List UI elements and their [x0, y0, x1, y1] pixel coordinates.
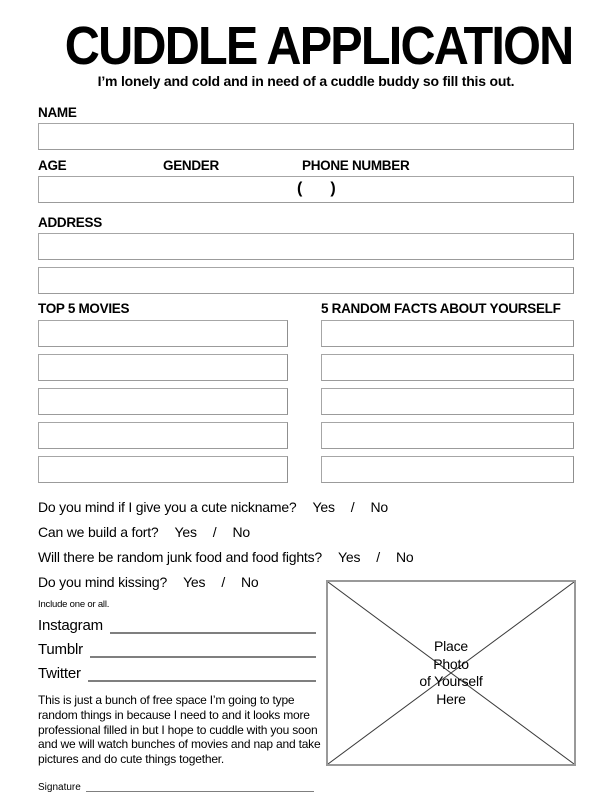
- movies-input-3[interactable]: [38, 388, 288, 415]
- name-label: NAME: [38, 105, 77, 120]
- question-junk-food-text: Will there be random junk food and food fights?: [38, 549, 322, 565]
- signature-input-line[interactable]: [86, 783, 314, 792]
- phone-area-code-parens: [297, 180, 336, 198]
- movies-column: [38, 302, 288, 490]
- phone-open-paren: (: [297, 180, 303, 197]
- bottom-section: [38, 574, 574, 792]
- signature-label: Signature: [38, 781, 81, 792]
- question-kissing-yes[interactable]: Yes: [183, 574, 206, 590]
- name-input[interactable]: [38, 123, 574, 150]
- twitter-input-line[interactable]: [88, 668, 316, 682]
- question-kissing-text: Do you mind kissing?: [38, 574, 168, 590]
- tumblr-row: [38, 639, 326, 658]
- facts-input-3[interactable]: [321, 388, 574, 415]
- tumblr-label: Tumblr: [38, 641, 83, 658]
- movies-input-5[interactable]: [38, 456, 288, 483]
- photo-text-line-2: Photo: [433, 655, 469, 672]
- phone-close-paren: ): [330, 180, 336, 197]
- question-kissing-slash: /: [221, 574, 226, 590]
- photo-text-line-4: Here: [436, 690, 466, 707]
- facts-input-2[interactable]: [321, 354, 574, 381]
- facts-input-1[interactable]: [321, 320, 574, 347]
- facts-input-5[interactable]: [321, 456, 574, 483]
- age-gender-phone-input[interactable]: [38, 176, 574, 203]
- age-label: AGE: [38, 158, 67, 173]
- facts-label: 5 RANDOM FACTS ABOUT YOURSELF: [321, 301, 561, 316]
- instagram-row: [38, 615, 326, 634]
- twitter-row: [38, 663, 326, 682]
- form-subtitle: I’m lonely and cold and in need of a cuddle buddy so fill this out.: [97, 73, 515, 89]
- phone-label: PHONE NUMBER: [302, 158, 410, 173]
- question-nickname-text: Do you mind if I give you a cute nickname?: [38, 499, 297, 515]
- question-nickname: [38, 499, 574, 515]
- gender-label: GENDER: [163, 158, 219, 173]
- question-nickname-no[interactable]: No: [370, 499, 388, 515]
- photo-text-line-1: Place: [433, 638, 469, 654]
- instagram-input-line[interactable]: [110, 620, 316, 634]
- photo-placeholder-text: [328, 582, 574, 764]
- twitter-label: Twitter: [38, 665, 81, 682]
- movies-facts-section: [38, 302, 574, 490]
- age-gender-phone-labels: [38, 159, 574, 173]
- photo-placeholder-box[interactable]: [326, 580, 576, 766]
- address-input-1[interactable]: [38, 233, 574, 260]
- question-nickname-yes[interactable]: Yes: [312, 499, 335, 515]
- movies-input-2[interactable]: [38, 354, 288, 381]
- free-space-text: This is just a bunch of free space I’m going to type random things in because I need to and it looks more professional filled in but I hope to cuddle with you soon and we will watch bunches of movies and nap and take pictures and do cute things together.: [38, 693, 321, 767]
- question-junk-food-slash: /: [376, 549, 380, 565]
- question-fort-text: Can we build a fort?: [38, 524, 159, 540]
- facts-input-4[interactable]: [321, 422, 574, 449]
- question-fort-slash: /: [212, 524, 217, 540]
- address-label: ADDRESS: [38, 215, 102, 230]
- movies-label: TOP 5 MOVIES: [38, 301, 130, 316]
- bottom-left-column: [38, 574, 326, 792]
- form-title: CUDDLE APPLICATION: [64, 16, 573, 76]
- questions-section: [38, 499, 574, 565]
- question-kissing-no[interactable]: No: [241, 574, 259, 590]
- question-nickname-slash: /: [350, 499, 355, 515]
- signature-row: [38, 780, 326, 792]
- question-junk-food-yes[interactable]: Yes: [338, 549, 361, 565]
- instagram-label: Instagram: [38, 617, 103, 634]
- question-fort-yes[interactable]: Yes: [174, 524, 197, 540]
- movies-input-1[interactable]: [38, 320, 288, 347]
- movies-input-4[interactable]: [38, 422, 288, 449]
- question-fort: [38, 524, 574, 540]
- social-note: Include one or all.: [38, 599, 110, 610]
- question-junk-food: [38, 549, 574, 565]
- question-fort-no[interactable]: No: [232, 524, 250, 540]
- address-input-2[interactable]: [38, 267, 574, 294]
- photo-text-line-3: of Yourself: [419, 673, 483, 689]
- facts-column: [321, 302, 574, 490]
- question-junk-food-no[interactable]: No: [395, 549, 414, 565]
- question-kissing: [38, 574, 326, 590]
- tumblr-input-line[interactable]: [90, 644, 316, 658]
